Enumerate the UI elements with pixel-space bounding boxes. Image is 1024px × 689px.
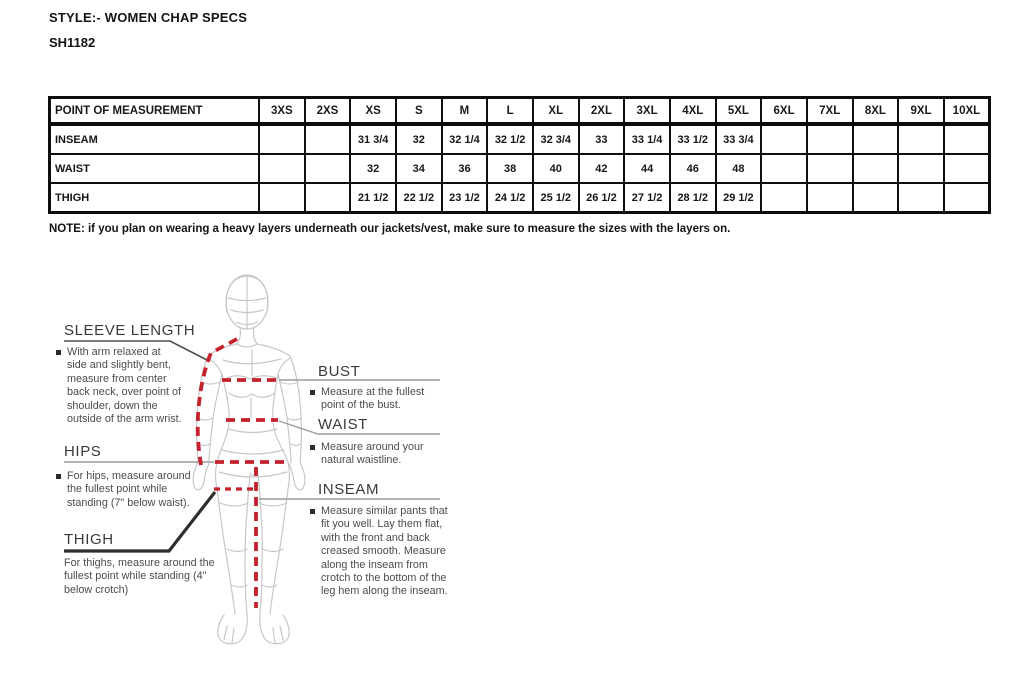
row-label: THIGH xyxy=(50,183,260,213)
inseam-description: Measure similar pants that fit you well. Lay them flat, with the front and back creased smooth. Measure along the inseam from crotch to the bottom of the leg hem along the inseam. xyxy=(310,505,448,599)
column-header: L xyxy=(487,98,533,125)
column-header: 2XL xyxy=(579,98,625,125)
bullet-icon xyxy=(310,509,315,514)
size-cell xyxy=(898,124,944,154)
column-header: POINT OF MEASUREMENT xyxy=(50,98,260,125)
size-cell xyxy=(853,183,899,213)
size-cell: 33 1/2 xyxy=(670,124,716,154)
size-cell: 27 1/2 xyxy=(624,183,670,213)
size-cell: 32 1/4 xyxy=(442,124,488,154)
title-block xyxy=(49,10,247,50)
sleeve-measure-line xyxy=(198,339,237,465)
size-cell: 34 xyxy=(396,154,442,183)
page-title: STYLE:- WOMEN CHAP SPECS xyxy=(49,10,248,25)
table-header-row xyxy=(50,98,990,125)
size-cell: 28 1/2 xyxy=(670,183,716,213)
size-cell xyxy=(898,154,944,183)
size-cell xyxy=(944,183,990,213)
column-header: M xyxy=(442,98,488,125)
table-row xyxy=(50,124,990,154)
size-cell xyxy=(305,154,351,183)
column-header: 8XL xyxy=(853,98,899,125)
row-label: INSEAM xyxy=(50,124,260,154)
size-cell xyxy=(853,124,899,154)
size-cell: 48 xyxy=(716,154,762,183)
sleeve-length-heading: SLEEVE LENGTH xyxy=(64,322,196,339)
size-cell xyxy=(259,154,305,183)
bullet-icon xyxy=(56,350,61,355)
column-header: 9XL xyxy=(898,98,944,125)
column-header: 3XL xyxy=(624,98,670,125)
size-cell: 31 3/4 xyxy=(350,124,396,154)
size-cell: 40 xyxy=(533,154,579,183)
size-cell xyxy=(807,124,853,154)
thigh-heading: THIGH xyxy=(64,531,114,548)
size-cell: 38 xyxy=(487,154,533,183)
size-cell: 36 xyxy=(442,154,488,183)
sleeve-length-description: With arm relaxed at side and slightly bent, measure from center back neck, over point of shoulder, down the outside of the arm wrist. xyxy=(56,346,182,426)
size-cell: 33 1/4 xyxy=(624,124,670,154)
size-cell xyxy=(944,154,990,183)
size-cell: 44 xyxy=(624,154,670,183)
size-cell: 26 1/2 xyxy=(579,183,625,213)
size-cell xyxy=(898,183,944,213)
size-cell xyxy=(259,183,305,213)
size-cell: 24 1/2 xyxy=(487,183,533,213)
size-cell: 33 3/4 xyxy=(716,124,762,154)
size-cell: 29 1/2 xyxy=(716,183,762,213)
size-cell xyxy=(761,154,807,183)
column-header: XL xyxy=(533,98,579,125)
size-cell xyxy=(305,124,351,154)
hips-description: For hips, measure around the fullest point while standing (7" below waist). xyxy=(56,470,196,510)
style-code: SH1182 xyxy=(49,35,96,50)
column-header: 6XL xyxy=(761,98,807,125)
waist-heading: WAIST xyxy=(318,416,368,433)
note-text: NOTE: if you plan on wearing a heavy layers underneath our jackets/vest, make sure to measure the sizes with the layers on. xyxy=(49,223,731,235)
size-cell: 32 1/2 xyxy=(487,124,533,154)
size-cell: 42 xyxy=(579,154,625,183)
column-header: 2XS xyxy=(305,98,351,125)
size-chart-table xyxy=(48,96,991,214)
column-header: XS xyxy=(350,98,396,125)
size-cell xyxy=(807,154,853,183)
bust-heading: BUST xyxy=(318,363,361,380)
hips-heading: HIPS xyxy=(64,443,102,460)
size-cell: 46 xyxy=(670,154,716,183)
size-cell: 21 1/2 xyxy=(350,183,396,213)
thigh-description: For thighs, measure around the fullest point while standing (4" below crotch) xyxy=(64,557,215,596)
row-label: WAIST xyxy=(50,154,260,183)
size-cell: 22 1/2 xyxy=(396,183,442,213)
table-row xyxy=(50,183,990,213)
column-header: 7XL xyxy=(807,98,853,125)
column-header: 4XL xyxy=(670,98,716,125)
bust-description: Measure at the fullest point of the bust. xyxy=(310,386,434,413)
bullet-icon xyxy=(310,445,315,450)
size-cell: 32 xyxy=(396,124,442,154)
size-cell: 25 1/2 xyxy=(533,183,579,213)
size-cell xyxy=(944,124,990,154)
bullet-icon xyxy=(56,474,61,479)
table-row xyxy=(50,154,990,183)
size-cell: 32 xyxy=(350,154,396,183)
inseam-heading: INSEAM xyxy=(318,481,380,498)
size-cell xyxy=(761,183,807,213)
size-cell xyxy=(807,183,853,213)
size-cell xyxy=(259,124,305,154)
column-header: 10XL xyxy=(944,98,990,125)
column-header: 5XL xyxy=(716,98,762,125)
bullet-icon xyxy=(310,390,315,395)
size-cell xyxy=(853,154,899,183)
size-cell: 23 1/2 xyxy=(442,183,488,213)
column-header: 3XS xyxy=(259,98,305,125)
size-cell xyxy=(761,124,807,154)
column-header: S xyxy=(396,98,442,125)
size-cell: 32 3/4 xyxy=(533,124,579,154)
size-chart-table-wrap xyxy=(48,96,991,214)
measurement-diagram xyxy=(0,250,1024,689)
size-cell: 33 xyxy=(579,124,625,154)
waist-description: Measure around your natural waistline. xyxy=(310,441,434,468)
size-cell xyxy=(305,183,351,213)
